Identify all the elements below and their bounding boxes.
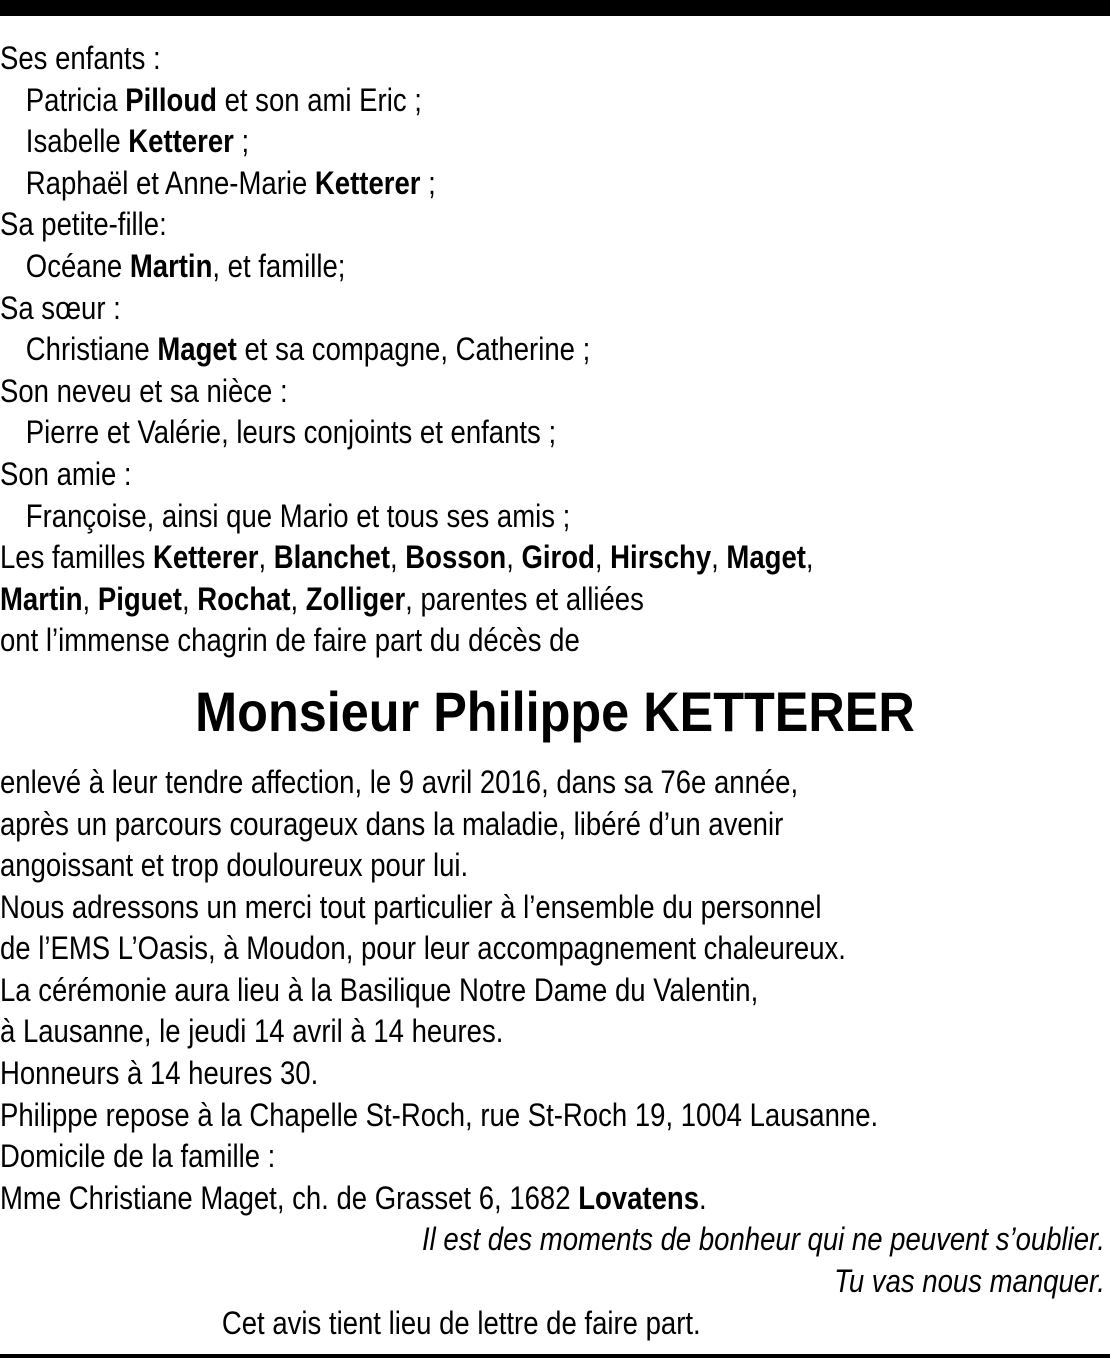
obituary-notice: [0, 38, 1110, 1344]
soeur-label: Sa sœur :: [0, 289, 121, 326]
enfant-line-1: [0, 80, 955, 122]
top-rule: [0, 0, 1110, 16]
address: Mme Christiane Maget, ch. de Grasset 6, 1682: [0, 1179, 579, 1216]
detail: ;: [233, 123, 250, 160]
deceased-name: Monsieur Philippe KETTERER: [195, 679, 915, 743]
family-name: Maget: [726, 539, 806, 576]
quote-line-1: Il est des moments de bonheur qui ne peuvent s’oublier.: [422, 1221, 1105, 1258]
first-name: Patricia: [25, 81, 126, 118]
petite-fille-line: [0, 246, 955, 288]
first-name: Océane: [25, 247, 130, 284]
first-name: Raphaël et Anne-Marie: [25, 164, 315, 201]
soeur-line: [0, 329, 955, 371]
detail: ;: [420, 164, 436, 201]
body-line-10: Domicile de la famille :: [0, 1138, 276, 1175]
detail: et son ami Eric ;: [216, 81, 422, 118]
closing-line: Cet avis tient lieu de lettre de faire part.: [221, 1304, 701, 1341]
detail: et sa compagne, Catherine ;: [236, 331, 591, 368]
first-name: Isabelle: [25, 123, 129, 160]
family-name: Hirschy: [610, 539, 712, 576]
family-name: Rochat: [197, 580, 291, 617]
body-line-2: après un parcours courageux dans la maladie, libéré d’un avenir: [0, 805, 784, 842]
locality: Lovatens: [578, 1179, 700, 1216]
body-line-7: à Lausanne, le jeudi 14 avril à 14 heures.: [0, 1013, 504, 1050]
quote-line-2: Tu vas nous manquer.: [834, 1263, 1105, 1300]
familles-suffix: , parentes et alliées: [405, 580, 644, 617]
last-name: Maget: [157, 331, 237, 368]
body-line-1: enlevé à leur tendre affection, le 9 avril 2016, dans sa 76e année,: [0, 763, 799, 800]
last-name: Ketterer: [128, 123, 234, 160]
body-line-6: La cérémonie aura lieu à la Basilique Notre Dame du Valentin,: [0, 971, 759, 1008]
bottom-rule: [0, 1354, 1110, 1358]
family-name: Bosson: [405, 539, 507, 576]
body-line-9: Philippe repose à la Chapelle St-Roch, rue St-Roch 19, 1004 Lausanne.: [0, 1096, 879, 1133]
family-name: Zolliger: [305, 580, 406, 617]
familles-line-1: Les familles Ketterer, Blanchet, Bosson, Girod, Hirschy, Maget,: [0, 539, 814, 576]
family-name: Martin: [0, 580, 83, 617]
body-line-11: [0, 1178, 955, 1220]
family-name: Piguet: [97, 580, 182, 617]
body-line-3: angoissant et trop douloureux pour lui.: [0, 847, 469, 884]
enfant-line-3: [0, 163, 955, 205]
enfant-line-2: [0, 121, 955, 163]
amie-label: Son amie :: [0, 455, 132, 492]
last-name: Pilloud: [125, 81, 217, 118]
detail: , et famille;: [212, 247, 346, 284]
body-line-8: Honneurs à 14 heures 30.: [0, 1055, 319, 1092]
body-line-5: de l’EMS L’Oasis, à Moudon, pour leur accompagnement chaleureux.: [0, 930, 846, 967]
neveu-line: Pierre et Valérie, leurs conjoints et enfants ;: [25, 414, 557, 451]
last-name: Ketterer: [314, 164, 421, 201]
first-name: Christiane: [25, 331, 158, 368]
family-name: Ketterer: [152, 539, 259, 576]
familles-line-2: Martin, Piguet, Rochat, Zolliger, parentes et alliées: [0, 580, 644, 617]
body-line-4: Nous adressons un merci tout particulier à l’ensemble du personnel: [0, 888, 822, 925]
family-name: Girod: [521, 539, 595, 576]
family-name: Blanchet: [273, 539, 390, 576]
chagrin-line: ont l’immense chagrin de faire part du décès de: [0, 622, 580, 659]
period: .: [699, 1179, 707, 1216]
neveu-label: Son neveu et sa nièce :: [0, 372, 288, 409]
amie-line: Françoise, ainsi que Mario et tous ses amis ;: [25, 497, 571, 534]
last-name: Martin: [129, 247, 213, 284]
petite-fille-label: Sa petite-fille:: [0, 206, 167, 243]
enfants-label: Ses enfants :: [0, 40, 161, 76]
familles-prefix: Les familles: [0, 539, 153, 576]
